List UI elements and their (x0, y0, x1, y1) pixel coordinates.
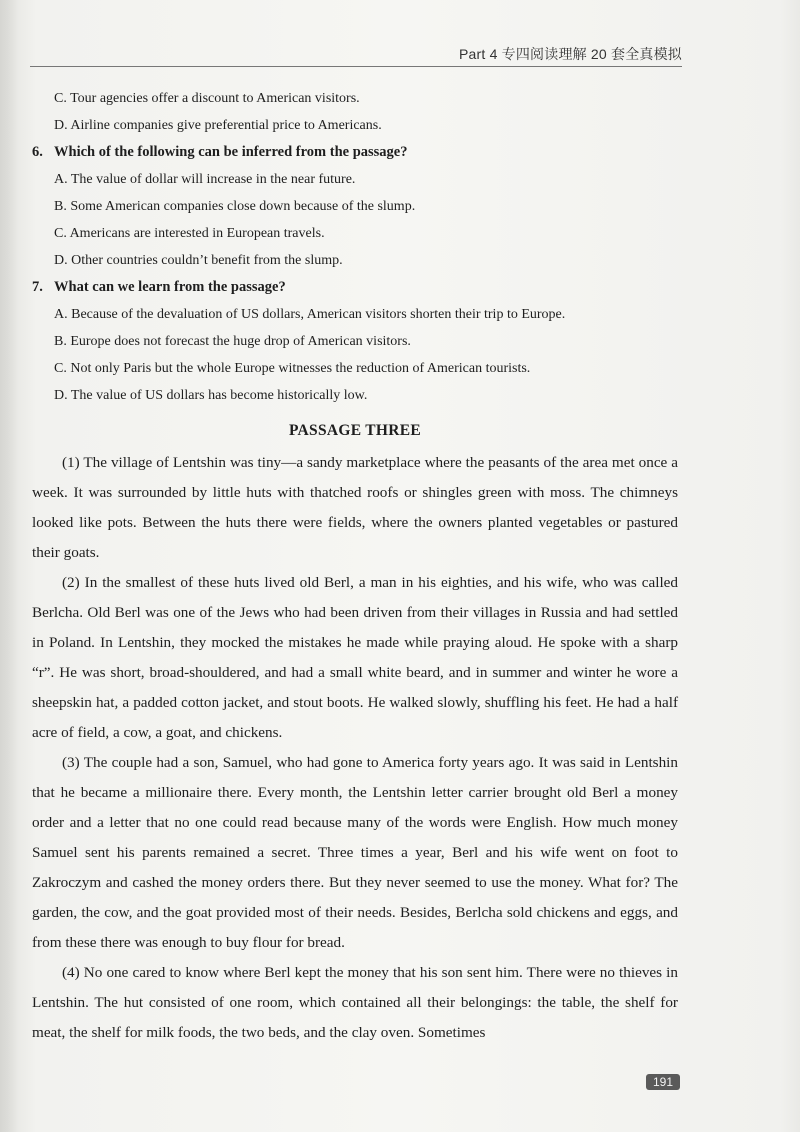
option-6c: C. Americans are interested in European travels. (54, 226, 325, 241)
book-spine-shadow (0, 0, 18, 1132)
option-7b: B. Europe does not forecast the huge drop of American visitors. (54, 334, 411, 349)
paragraph-3: (3) The couple had a son, Samuel, who had gone to America forty years ago. It was said in Lentshin that he became a millionaire there. Every month, the Lentshin letter carrier brought old Berl a money order and a letter that no one could read because many of the words were English. How much money Samuel sent his parents remained a secret. Three times a year, Berl and his wife went on foot to Zakroczym and cashed the money orders there. But they never seemed to use the money. What for? The garden, the cow, and the goat provided most of their needs. Besides, Berlcha sold chickens and eggs, and from these there was enough to buy flour for bread. (32, 754, 678, 951)
question-7 (32, 279, 678, 296)
header-rule (30, 66, 682, 67)
option-6b: B. Some American companies close down because of the slump. (54, 199, 416, 214)
option-7c: C. Not only Paris but the whole Europe witnesses the reduction of American tourists. (54, 361, 531, 376)
option-5d: D. Airline companies give preferential price to Americans. (54, 118, 382, 133)
question-text: What can we learn from the passage? (54, 279, 286, 295)
question-number: 6. (32, 144, 43, 160)
paragraph-1: (1) The village of Lentshin was tiny—a sandy marketplace where the peasants of the area met once a week. It was surrounded by little huts with thatched roofs or shingles green with moss. The chimneys looked like pots. Between the huts there were fields, where the owners planted vegetables or pastured their goats. (32, 454, 678, 561)
paragraph-4: (4) No one cared to know where Berl kept the money that his son sent him. There were no thieves in Lentshin. The hut consisted of one room, which contained all their belongings: the table, the shelf for meat, the shelf for milk foods, the two beds, and the clay oven. Sometimes (32, 964, 678, 1041)
running-header: Part 4 专四阅读理解 20 套全真模拟 (459, 46, 682, 62)
page-content (32, 90, 678, 1048)
question-number: 7. (32, 279, 43, 295)
paragraph-2: (2) In the smallest of these huts lived old Berl, a man in his eighties, and his wife, who was called Berlcha. Old Berl was one of the Jews who had been driven from their villages in Russia and had settled in Poland. In Lentshin, they mocked the mistakes he made while praying aloud. He spoke with a sharp “r”. He was short, broad-shouldered, and had a small white beard, and in summer and winter he wore a sheepskin hat, a padded cotton jacket, and stout boots. He walked slowly, shuffling his feet. He had a half acre of field, a cow, a goat, and chickens. (32, 574, 678, 741)
page-number: 191 (646, 1074, 680, 1090)
option-6a: A. The value of dollar will increase in the near future. (54, 172, 356, 187)
option-7a: A. Because of the devaluation of US dollars, American visitors shorten their trip to Europe. (54, 307, 566, 322)
passage-title: PASSAGE THREE (288, 422, 422, 439)
option-7d: D. The value of US dollars has become historically low. (54, 388, 368, 403)
question-6 (32, 144, 678, 161)
question-text: Which of the following can be inferred from the passage? (54, 144, 408, 160)
option-6d: D. Other countries couldn’t benefit from the slump. (54, 253, 343, 268)
option-5c: C. Tour agencies offer a discount to American visitors. (54, 91, 360, 106)
